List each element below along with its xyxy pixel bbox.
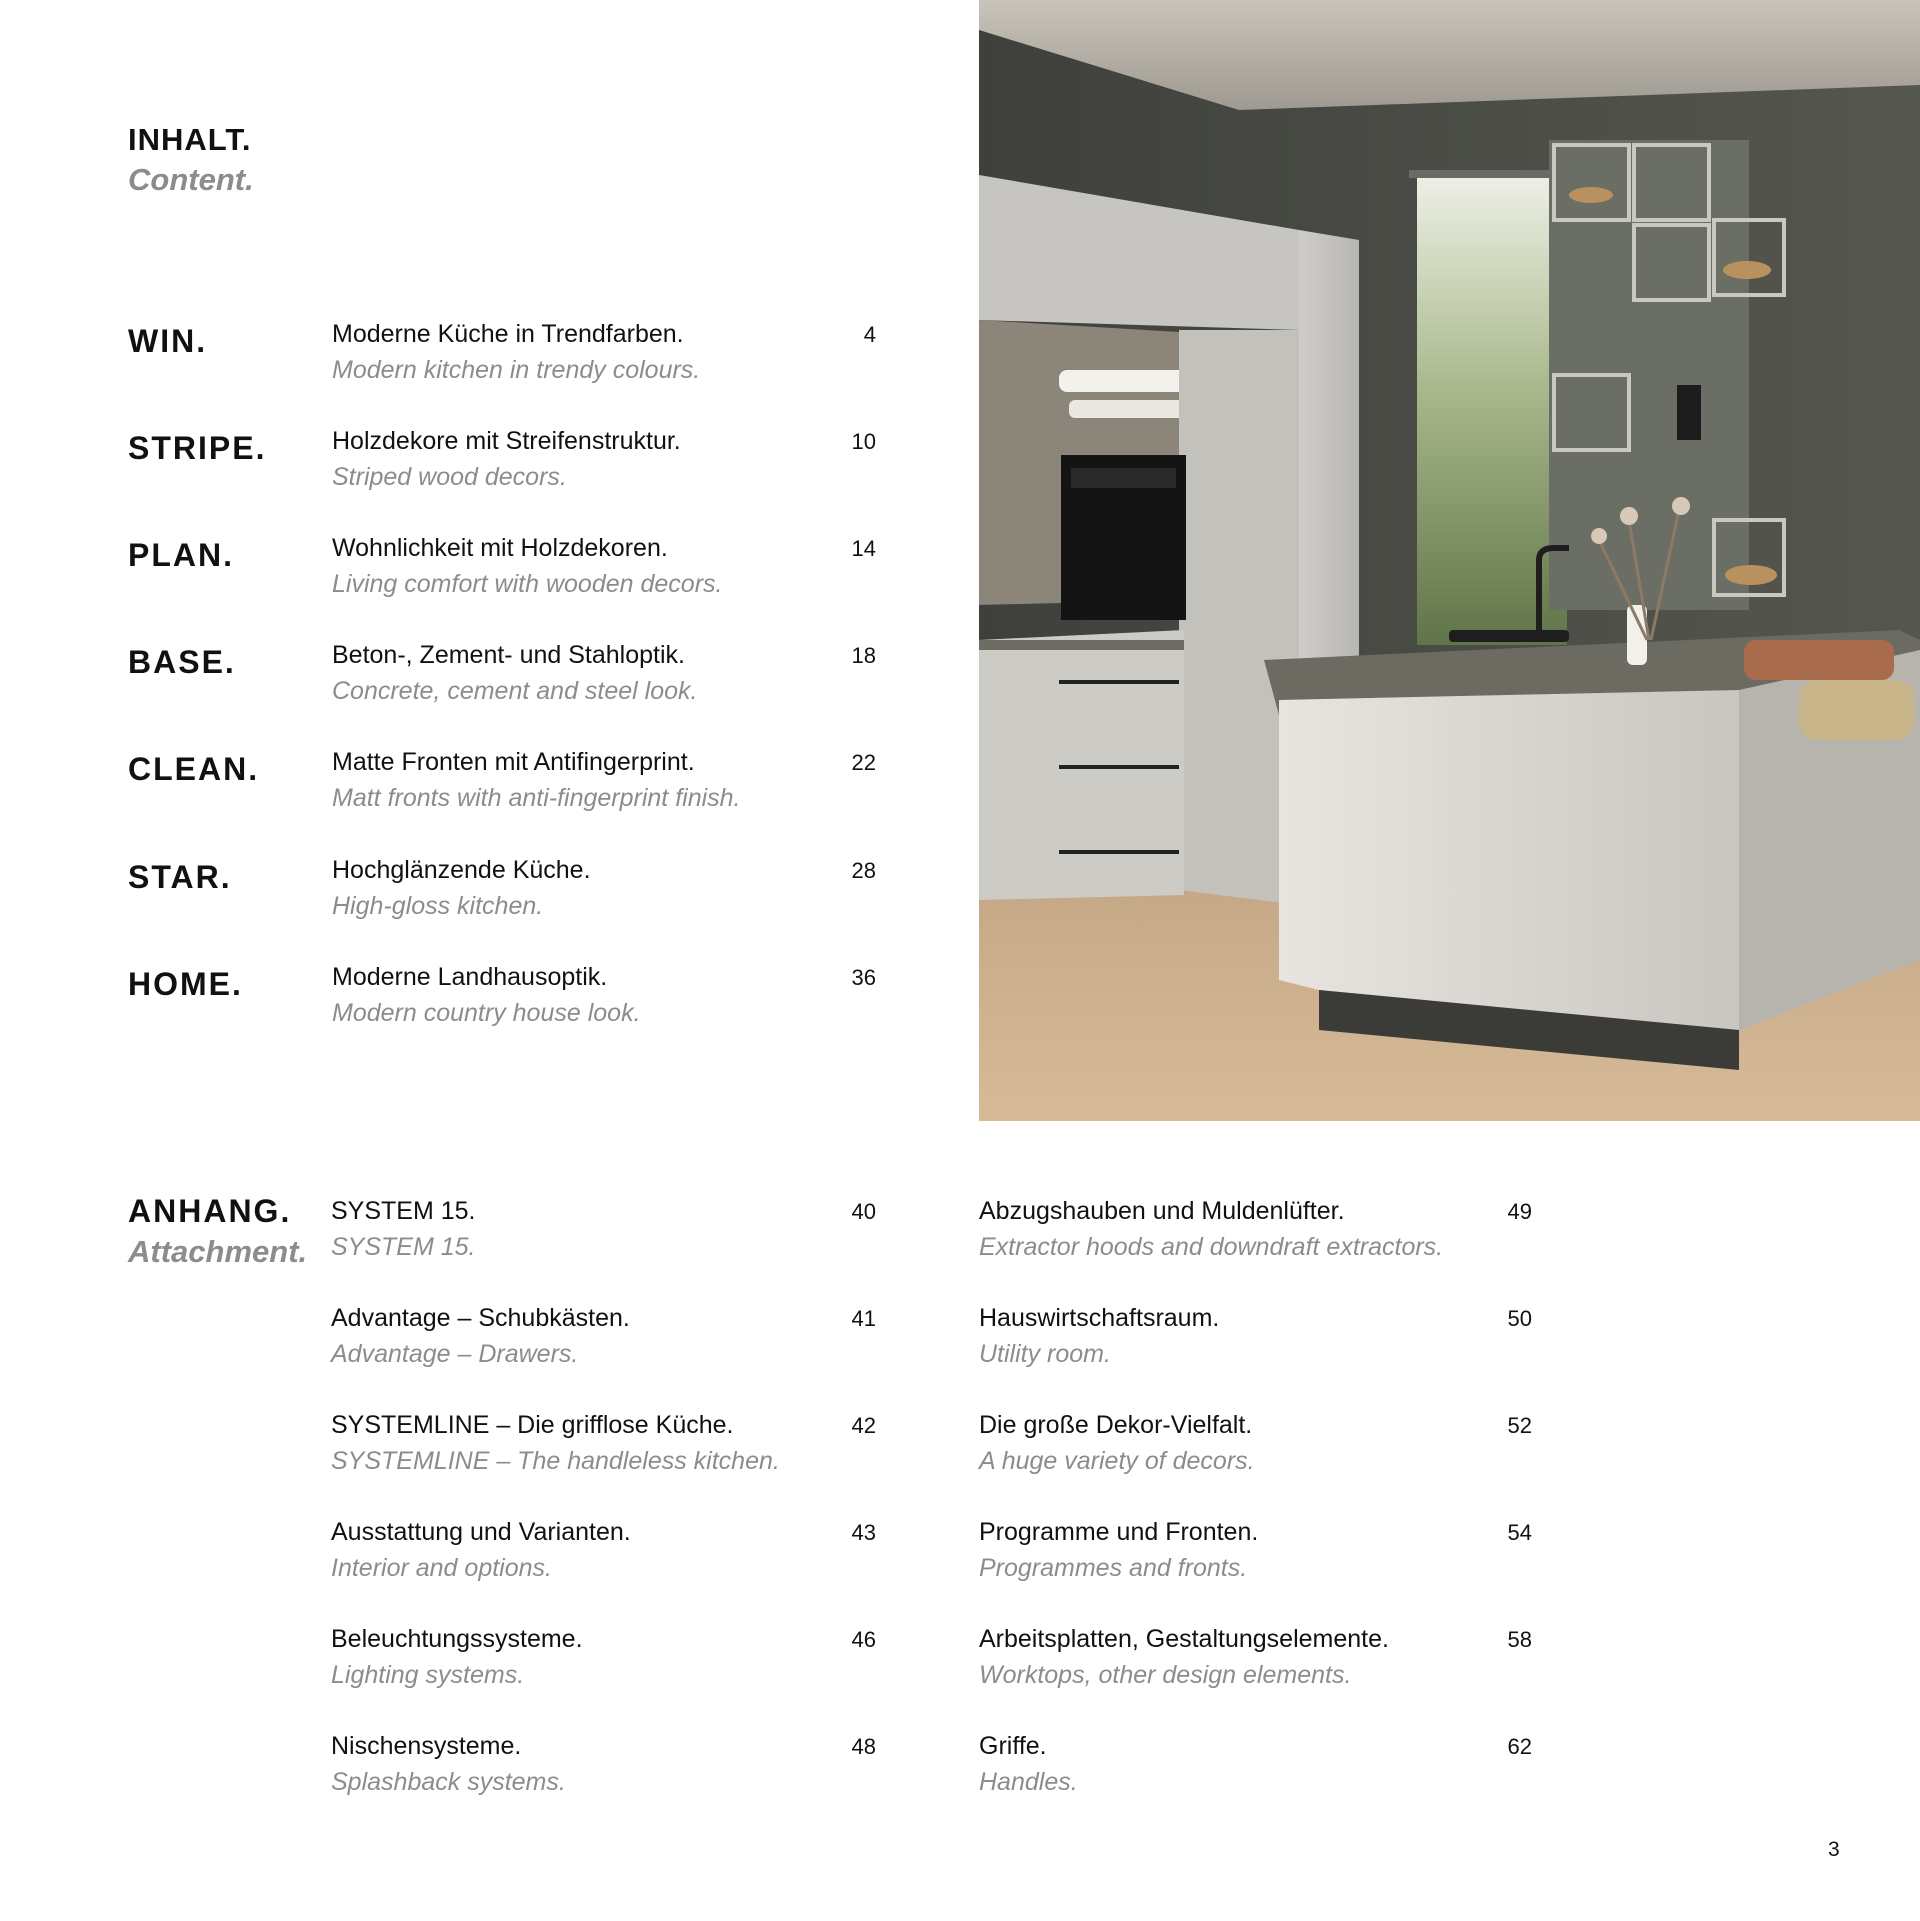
section-title-en: Living comfort with wooden decors. bbox=[332, 570, 723, 598]
toc-entry-clean[interactable] bbox=[128, 748, 876, 828]
attachment-title: ANHANG. bbox=[128, 1193, 292, 1229]
attachment-heading bbox=[128, 1193, 307, 1270]
entry-title-en: Worktops, other design elements. bbox=[979, 1661, 1352, 1689]
section-name: STAR. bbox=[128, 859, 232, 895]
section-title-en: Striped wood decors. bbox=[332, 463, 567, 491]
entry-title-en: Splashback systems. bbox=[331, 1768, 566, 1796]
attachment-entry[interactable] bbox=[979, 1411, 1532, 1491]
section-title-de: Moderne Küche in Trendfarben. bbox=[332, 320, 684, 348]
entry-title-de: Die große Dekor-Vielfalt. bbox=[979, 1411, 1253, 1439]
entry-title-en: Lighting systems. bbox=[331, 1661, 525, 1689]
entry-title-en: Advantage – Drawers. bbox=[331, 1340, 579, 1368]
toc-subtitle: Content. bbox=[128, 162, 254, 197]
toc-entry-win[interactable] bbox=[128, 320, 876, 400]
entry-title-de: SYSTEMLINE – Die grifflose Küche. bbox=[331, 1411, 734, 1439]
entry-title-en: Interior and options. bbox=[331, 1554, 552, 1582]
attachment-entry[interactable] bbox=[979, 1732, 1532, 1812]
toc-entry-plan[interactable] bbox=[128, 534, 876, 614]
toc-title: INHALT. bbox=[128, 122, 252, 157]
attachment-entry[interactable] bbox=[979, 1304, 1532, 1384]
page-ref: 42 bbox=[851, 1413, 876, 1438]
entry-title-de: Beleuchtungssysteme. bbox=[331, 1625, 583, 1653]
entry-title-en: Utility room. bbox=[979, 1340, 1111, 1368]
page-ref: 36 bbox=[851, 965, 876, 990]
section-title-en: Matt fronts with anti-fingerprint finish. bbox=[332, 784, 741, 812]
page-ref: 14 bbox=[851, 536, 876, 561]
page-ref: 18 bbox=[851, 643, 876, 668]
section-name: BASE. bbox=[128, 644, 236, 680]
entry-title-en: A huge variety of decors. bbox=[979, 1447, 1255, 1475]
section-title-de: Holzdekore mit Streifenstruktur. bbox=[332, 427, 681, 455]
entry-title-de: Griffe. bbox=[979, 1732, 1047, 1760]
kitchen-photo bbox=[979, 0, 1920, 1121]
section-title-de: Wohnlichkeit mit Holzdekoren. bbox=[332, 534, 668, 562]
entry-title-de: SYSTEM 15. bbox=[331, 1197, 476, 1225]
section-title-de: Hochglänzende Küche. bbox=[332, 856, 591, 884]
page-ref: 48 bbox=[851, 1734, 876, 1759]
section-name: HOME. bbox=[128, 966, 243, 1002]
page-number: 3 bbox=[1828, 1838, 1840, 1861]
section-name: STRIPE. bbox=[128, 430, 267, 466]
attachment-entry[interactable] bbox=[979, 1625, 1532, 1705]
toc-entry-base[interactable] bbox=[128, 641, 876, 721]
page-ref: 46 bbox=[851, 1627, 876, 1652]
section-title-en: Modern kitchen in trendy colours. bbox=[332, 356, 701, 384]
entry-title-de: Advantage – Schubkästen. bbox=[331, 1304, 630, 1332]
section-name: CLEAN. bbox=[128, 751, 260, 787]
attachment-entry[interactable] bbox=[331, 1625, 876, 1705]
entry-title-de: Ausstattung und Varianten. bbox=[331, 1518, 631, 1546]
toc-entry-stripe[interactable] bbox=[128, 427, 876, 507]
entry-title-en: SYSTEMLINE – The handleless kitchen. bbox=[331, 1447, 780, 1475]
attachment-entry[interactable] bbox=[331, 1197, 876, 1277]
section-title-de: Matte Fronten mit Antifingerprint. bbox=[332, 748, 695, 776]
section-title-de: Beton-, Zement- und Stahloptik. bbox=[332, 641, 685, 669]
entry-title-en: Programmes and fronts. bbox=[979, 1554, 1248, 1582]
page-ref: 54 bbox=[1507, 1520, 1532, 1545]
page-ref: 58 bbox=[1507, 1627, 1532, 1652]
page-ref: 41 bbox=[851, 1306, 876, 1331]
attachment-entry[interactable] bbox=[331, 1304, 876, 1384]
page-ref: 40 bbox=[851, 1199, 876, 1224]
page-ref: 50 bbox=[1507, 1306, 1532, 1331]
section-title-en: Concrete, cement and steel look. bbox=[332, 677, 698, 705]
attachment-entry[interactable] bbox=[979, 1518, 1532, 1598]
toc-entry-star[interactable] bbox=[128, 856, 876, 936]
entry-title-de: Programme und Fronten. bbox=[979, 1518, 1259, 1546]
page-ref: 43 bbox=[851, 1520, 876, 1545]
attachment-subtitle: Attachment. bbox=[128, 1234, 308, 1269]
toc-entry-home[interactable] bbox=[128, 963, 876, 1043]
entry-title-en: Extractor hoods and downdraft extractors. bbox=[979, 1233, 1444, 1261]
page-ref: 10 bbox=[851, 429, 876, 454]
attachment-entry[interactable] bbox=[979, 1197, 1532, 1277]
entry-title-de: Nischensysteme. bbox=[331, 1732, 522, 1760]
attachment-entry[interactable] bbox=[331, 1732, 876, 1812]
section-title-en: High-gloss kitchen. bbox=[332, 892, 544, 920]
entry-title-en: SYSTEM 15. bbox=[331, 1233, 476, 1261]
attachment-entry[interactable] bbox=[331, 1518, 876, 1598]
page-ref: 62 bbox=[1507, 1734, 1532, 1759]
section-title-en: Modern country house look. bbox=[332, 999, 641, 1027]
page-ref: 28 bbox=[851, 858, 876, 883]
entry-title-de: Arbeitsplatten, Gestaltungselemente. bbox=[979, 1625, 1389, 1653]
page-ref: 22 bbox=[851, 750, 876, 775]
toc-header bbox=[128, 122, 254, 198]
entry-title-de: Abzugshauben und Muldenlüfter. bbox=[979, 1197, 1345, 1225]
section-name: WIN. bbox=[128, 323, 208, 359]
entry-title-en: Handles. bbox=[979, 1768, 1078, 1796]
section-name: PLAN. bbox=[128, 537, 234, 573]
page-ref: 49 bbox=[1507, 1199, 1532, 1224]
attachment-entry[interactable] bbox=[331, 1411, 876, 1491]
page-ref: 4 bbox=[863, 322, 876, 347]
entry-title-de: Hauswirtschaftsraum. bbox=[979, 1304, 1220, 1332]
section-title-de: Moderne Landhausoptik. bbox=[332, 963, 608, 991]
page-ref: 52 bbox=[1507, 1413, 1532, 1438]
